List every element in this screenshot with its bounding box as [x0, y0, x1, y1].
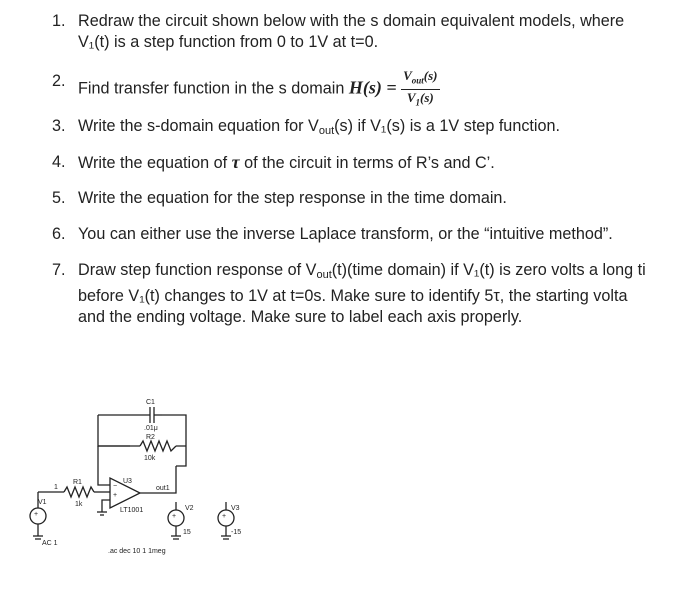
c1-value: .01μ — [144, 425, 158, 432]
v2-plus-sign: + — [172, 513, 177, 520]
question-number: 3. — [52, 117, 66, 135]
opamp-minus-sign: − — [113, 483, 118, 490]
v3-plus-sign: + — [222, 513, 227, 520]
spice-directive: .ac dec 10 1 1meg — [108, 548, 166, 555]
fraction-numerator: $V_{out}(s)$ — [401, 68, 439, 90]
node-out-label: out1 — [156, 485, 170, 492]
opamp-plus-sign: + — [113, 492, 118, 499]
r2-label: R2 — [146, 434, 155, 441]
question-number: 4. — [52, 153, 66, 171]
v1-plus-sign: + — [34, 511, 39, 518]
tau-symbol: τ — [231, 152, 240, 172]
v2-label: V2 — [185, 505, 194, 512]
v1-value: AC 1 — [42, 540, 58, 547]
opamp-model: LT1001 — [120, 507, 144, 514]
node-in-label: 1 — [54, 484, 58, 491]
homework-page: 1. Redraw the circuit shown below with the s domain equivalent models, where V₁(t) is a step function from 0 to 1V at t=0. 2. Find transfer function in the s domain H(s) = $\frac{V_{out}(s)}{V_1(s)}$ 3. Write the s-domain equation for $V_{out}(s)$ if V₁(s) is a 1V step function. 4. Write the equation of τ of the circuit in terms of R’s and C’. 5. Write the equation for the step response in the time domain. 6. You can either use the inverse Laplace transform, or the “intuitive method”. 7. Draw step function response of $V_{out}(t)(time$ domain) if V₁(t) is zero volts a long ti before V₁(t) changes to 1V at t=0s. Make sure to identify 5τ, the starting volta and the ending voltage. Make sure to label each axis properly. + + + + − C1 .01μ R2 10k R1 1k U3 LT1001 out1 1 V1 AC 1 V2 15 V3 -15 .ac dec 10 1 1meg — [0, 0, 700, 591]
transfer-function-lhs: H(s) = — [348, 77, 397, 98]
v1-label: V1 — [38, 499, 47, 506]
question-1-line-2: V₁(t) is a step function from 0 to 1V at t=0. — [78, 33, 379, 51]
circuit-schematic — [0, 390, 300, 575]
transfer-function-fraction — [401, 68, 439, 110]
c1-label: C1 — [146, 399, 155, 406]
question-number: 6. — [52, 225, 66, 243]
v3-value: -15 — [231, 529, 242, 536]
question-1-line-1: Redraw the circuit shown below with the s domain equivalent models, where — [78, 12, 625, 30]
question-number: 2. — [52, 72, 66, 90]
question-2-text: Find transfer function in the s domain — [78, 79, 345, 98]
r1-label: R1 — [73, 479, 82, 486]
v2-value: 15 — [183, 529, 191, 536]
question-number: 5. — [52, 189, 66, 207]
question-number: 7. — [52, 261, 66, 279]
v3-label: V3 — [231, 505, 240, 512]
u3-label: U3 — [123, 478, 132, 485]
question-number: 1. — [52, 12, 66, 30]
fraction-denominator: $V_1(s)$ — [406, 89, 434, 108]
r2-value: 10k — [144, 455, 156, 462]
r1-value: 1k — [75, 501, 83, 508]
